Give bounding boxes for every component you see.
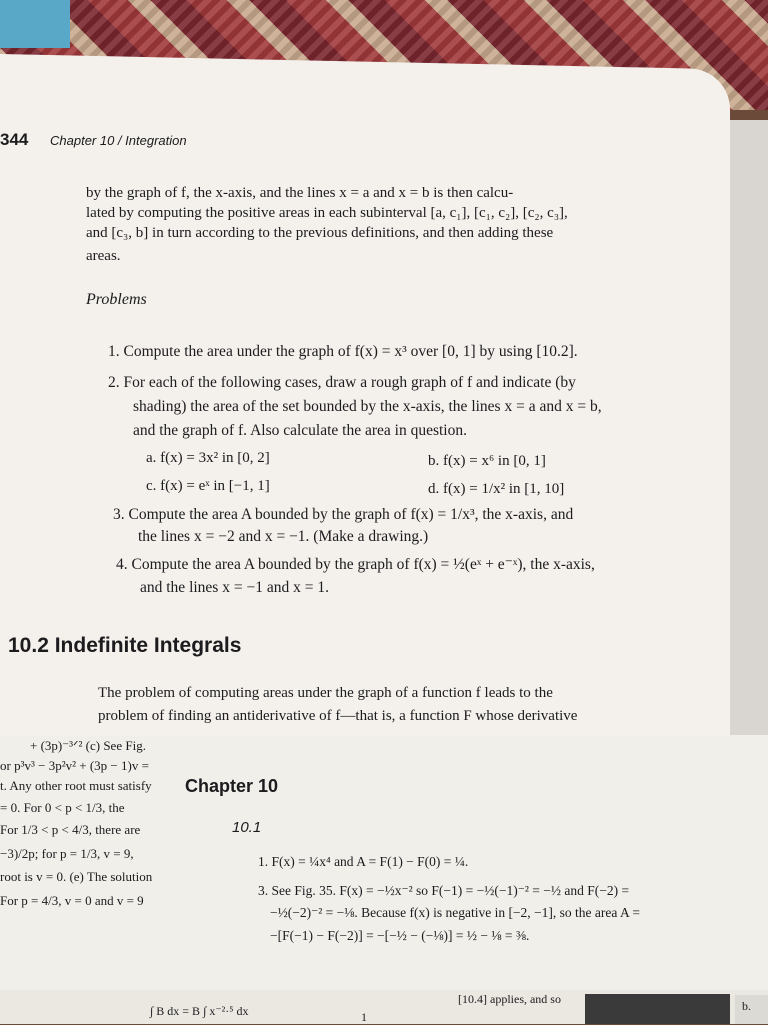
intro-line-4: areas. (86, 248, 121, 264)
answer-1: 1. F(x) = ¼x⁴ and A = F(1) − F(0) = ¼. (258, 854, 469, 869)
background-blue-cloth (0, 0, 70, 48)
intro-line-2: lated by computing the positive areas in each subinterval [a, c₁], [c₁, c₂], [c₂, c₃], (86, 205, 568, 221)
answer-3-line-1: 3. See Fig. 35. F(x) = −½x⁻² so F(−1) = −½(−1)⁻² = −½ and F(−2) = (258, 883, 630, 898)
bottom-fragment-one: 1 (361, 1010, 367, 1024)
problem-2-line-3: and the graph of f. Also calculate the area in question. (133, 422, 467, 439)
answers-chapter-heading: Chapter 10 (185, 776, 279, 796)
problem-3-line-2: the lines x = −2 and x = −1. (Make a drawing.) (138, 528, 429, 545)
bottom-fragment-integral: ∫ B dx = B ∫ x⁻²·⁵ dx (150, 1004, 249, 1018)
answers-section-heading: 10.1 (232, 819, 262, 836)
problem-2a: a. f(x) = 3x² in [0, 2] (146, 450, 270, 466)
bottom-page-corner (735, 995, 768, 1024)
section-line-2: problem of finding an antiderivative of f—that is, a function F whose derivative (98, 708, 578, 724)
problem-4-line-1: 4. Compute the area A bounded by the graph of f(x) = ½(eˣ + e⁻ˣ), the x-axis, (116, 556, 595, 573)
answer-fragment-2: or p³v³ − 3p²v² + (3p − 1)v = (0, 758, 149, 773)
bottom-fragment-corner: b. (742, 999, 751, 1013)
problem-3-line-1: 3. Compute the area A bounded by the graph of f(x) = 1/x³, the x-axis, and (113, 506, 574, 523)
problem-2-line-1: 2. For each of the following cases, draw a rough graph of f and indicate (by (108, 374, 576, 391)
answer-fragment-6: −3)/2p; for p = 1/3, v = 9, (0, 846, 134, 861)
problem-2d: d. f(x) = 1/x² in [1, 10] (428, 481, 565, 497)
problem-1: 1. Compute the area under the graph of f(x) = x³ over [0, 1] by using [10.2]. (108, 343, 578, 360)
answer-fragment-3: t. Any other root must satisfy (0, 778, 152, 793)
problem-2-line-2: shading) the area of the set bounded by the x-axis, the lines x = a and x = b, (133, 398, 602, 415)
problem-2c: c. f(x) = eˣ in [−1, 1] (146, 478, 270, 494)
bottom-fragment-applies: [10.4] applies, and so (458, 992, 561, 1006)
page-number: 344 (0, 130, 29, 149)
answer-fragment-8: For p = 4/3, v = 0 and v = 9 (0, 893, 144, 908)
running-header: Chapter 10 / Integration (50, 133, 187, 148)
answer-fragment-4: = 0. For 0 < p < 1/3, the (0, 800, 125, 815)
section-heading: 10.2 Indefinite Integrals (8, 634, 242, 657)
problems-heading: Problems (86, 291, 147, 308)
answer-fragment-5: For 1/3 < p < 4/3, there are (0, 822, 141, 837)
answer-3-line-3: −[F(−1) − F(−2)] = −[−½ − (−⅛)] = ½ − ⅛ = ⅜. (270, 928, 530, 943)
answer-fragment-1: + (3p)⁻³ᐟ² (c) See Fig. (30, 738, 146, 753)
bottom-dark-area (585, 994, 730, 1024)
answer-fragment-7: root is v = 0. (e) The solution (0, 869, 153, 884)
problem-4-line-2: and the lines x = −1 and x = 1. (140, 579, 329, 596)
intro-line-1: by the graph of f, the x-axis, and the lines x = a and x = b is then calcu- (86, 185, 514, 201)
answer-3-line-2: −½(−2)⁻² = −⅛. Because f(x) is negative in [−2, −1], so the area A = (270, 905, 640, 920)
problem-2b: b. f(x) = x⁶ in [0, 1] (428, 453, 546, 469)
section-line-1: The problem of computing areas under the graph of a function f leads to the (98, 685, 553, 701)
intro-line-3: and [c₃, b] in turn according to the previous definitions, and then adding these (86, 225, 554, 241)
